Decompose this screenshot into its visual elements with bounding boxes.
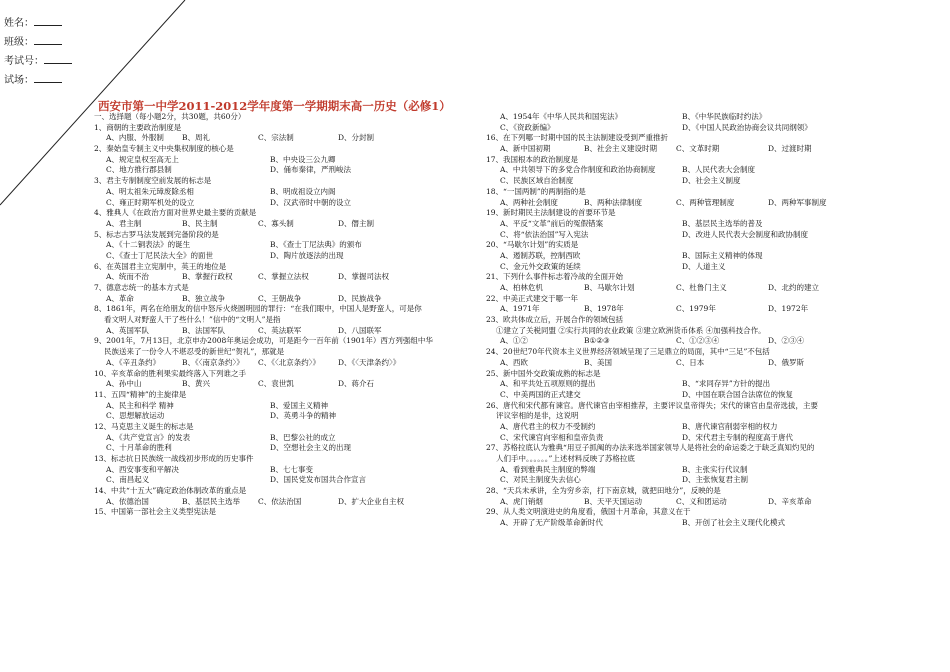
option-text: C、文革时期: [676, 144, 720, 154]
option-text: B、明成祖设立内阁: [270, 186, 336, 196]
option-line: [94, 251, 479, 262]
option-text: B、巴黎公社的成立: [270, 432, 336, 442]
option-text: D、中国在联合国合法席位的恢复: [682, 389, 794, 399]
line-text: 评议宰相的是非，这说明: [496, 411, 579, 421]
line-text: 7、德意志统一的基本方式是: [94, 283, 189, 292]
option-text: D、国民党发布国共合作宣言: [270, 475, 367, 485]
option-line: [486, 165, 926, 176]
question-line: [486, 401, 926, 412]
option-text: A、遏制苏联，控制西欧: [500, 250, 581, 260]
line-text: 5、标志古罗马法发展到完备阶段的是: [94, 229, 219, 239]
option-text: B、1978年: [584, 304, 624, 314]
option-text: B、两种法律制度: [584, 197, 643, 207]
option-line: [486, 326, 926, 337]
info-field-label: 姓名：: [4, 18, 34, 29]
option-text: D、俄罗斯: [768, 357, 805, 367]
line-text: 4、雅典人《在政治方面对世界史最主要的贡献是: [94, 208, 257, 218]
option-text: B、社会主义建设时期: [584, 144, 658, 154]
option-text: B、天平天国运动: [584, 496, 643, 506]
option-line: [486, 497, 926, 508]
option-line: [486, 176, 926, 187]
option-text: A、柏林危机: [500, 283, 543, 292]
option-text: A、中共领导下的多党合作制度和政治协商制度: [500, 165, 656, 175]
option-text: D、分封制: [338, 133, 375, 143]
line-text: 15、中国第一部社会主义类型宪法是: [94, 507, 217, 517]
option-text: D、过渡时期: [768, 144, 812, 154]
option-line: [94, 358, 479, 369]
option-line: [94, 155, 479, 166]
line-text: 13、标志抗日民族统一战线初步形成的历史事件: [94, 454, 254, 463]
option-line: [94, 198, 479, 209]
question-line: [94, 507, 479, 518]
option-text: D、陶片放逐法的出现: [270, 250, 344, 260]
line-text: 24、20世纪70年代资本主义世界经济领域呈现了三足鼎立的局面，其中“三足”不包括: [486, 347, 770, 357]
option-text: A、唐代君主的权力不受制约: [500, 421, 596, 431]
option-text: D、蒋介石: [338, 379, 375, 389]
option-text: C、依法治国: [258, 496, 302, 506]
option-line: [94, 294, 479, 305]
option-line: [486, 144, 926, 155]
option-text: B、《查士丁尼法典》的颁布: [270, 240, 362, 250]
option-text: A、民主和科学 精神: [106, 400, 174, 410]
info-field[interactable]: [4, 16, 62, 30]
line-text: 9、2001年，7月13日，北京申办2008年奥运会成功，可是距今一百年前（1901年）西方列强组中华: [94, 336, 433, 346]
option-text: A、和平共处五项原则的提出: [500, 379, 596, 389]
option-line: [94, 133, 479, 144]
option-text: D、俑布秦律，严刑峻法: [270, 165, 352, 175]
option-text: B、独立战争: [182, 293, 226, 303]
option-text: A、①②: [500, 336, 528, 346]
option-text: A、明太祖朱元璋废除丞相: [106, 186, 194, 196]
option-text: D、《中国人民政治协商会议共同纲领》: [682, 122, 812, 132]
option-text: B、美国: [584, 357, 613, 367]
option-text: C、寡头制: [258, 218, 294, 228]
line-text: 28、“天兵未承讲，全为穷乡亲，打下南京城，就把田地分”，反映的是: [486, 486, 721, 496]
option-line: [94, 165, 479, 176]
question-line: [486, 272, 926, 283]
option-text: D、民族战争: [338, 293, 382, 303]
question-line: [94, 230, 479, 241]
option-text: D、八国联军: [338, 325, 382, 335]
option-text: A、《十二铜表法》的诞生: [106, 240, 191, 250]
option-text: B、爱国主义精神: [270, 400, 329, 410]
question-line: [94, 369, 479, 380]
option-text: D、北约的建立: [768, 283, 820, 292]
question-line: [94, 283, 479, 294]
option-line: [486, 465, 926, 476]
option-text: C、王朝战争: [258, 293, 302, 303]
answer-blank[interactable]: [34, 16, 62, 26]
option-text: C、中美两国的正式建交: [500, 389, 581, 399]
option-text: C、①②③④: [676, 336, 720, 346]
option-line: [486, 283, 926, 294]
option-text: D、社会主义制度: [682, 176, 741, 186]
line-text: 27、苏格拉底认为雅典“用豆子抓阄的办法来选举国家领导人是将社会的命运委之于缺乏真知灼见的: [486, 443, 815, 453]
info-field[interactable]: [4, 54, 72, 68]
option-text: B、马歇尔计划: [584, 283, 635, 292]
option-text: C、金元外交政策的延续: [500, 261, 581, 271]
option-text: D、1972年: [768, 304, 809, 314]
option-text: B、人民代表大会制度: [682, 165, 756, 175]
answer-blank[interactable]: [34, 73, 62, 83]
answer-blank[interactable]: [34, 35, 62, 45]
option-text: D、②③④: [768, 336, 805, 346]
option-text: D、改进人民代表大会制度和政协制度: [682, 229, 809, 239]
option-text: D、宋代君主专制的程度高于唐代: [682, 432, 794, 442]
option-line: [486, 304, 926, 315]
option-line: [486, 422, 926, 433]
option-line: [486, 336, 926, 347]
question-line: [486, 347, 926, 358]
line-text: 21、下列什么事件标志着冷战的全面开始: [486, 272, 624, 282]
option-text: C、《查士丁尼民法大全》的面世: [106, 250, 213, 260]
option-line: [486, 358, 926, 369]
option-line: [486, 262, 926, 273]
option-line: [486, 112, 926, 123]
option-line: [486, 379, 926, 390]
page-title: 西安市第一中学2011-2012学年度第一学期期末高一历史（必修1）: [98, 99, 451, 113]
option-text: A、《辛丑条约》: [106, 357, 161, 367]
question-line: [486, 507, 926, 518]
option-text: B、周礼: [182, 133, 211, 143]
option-line: [486, 219, 926, 230]
option-text: A、孙中山: [106, 379, 142, 389]
option-text: C、义和团运动: [676, 496, 727, 506]
question-column-left: [94, 112, 479, 518]
line-text: 1、商朝的主要政治制度是: [94, 122, 182, 132]
option-line: [94, 219, 479, 230]
option-line: [94, 443, 479, 454]
option-text: A、革命: [106, 293, 134, 303]
option-line: [94, 187, 479, 198]
question-line: [486, 155, 926, 166]
option-text: B、民主制: [182, 218, 218, 228]
question-line: [94, 176, 479, 187]
option-text: B、基层民主选举的普及: [682, 218, 763, 228]
option-text: B、《中华民族临时约法》: [682, 112, 767, 121]
option-text: A、君主制: [106, 218, 142, 228]
option-line: [486, 518, 926, 529]
question-line: [486, 187, 926, 198]
option-text: B①②③: [584, 336, 610, 346]
line-text: 12、马克思主义诞生的标志是: [94, 421, 194, 431]
option-text: D、两种军事制度: [768, 197, 827, 207]
line-text: 16、在下列哪一时期中国的民主法制建设受到严重推折: [486, 133, 669, 143]
question-line: [486, 443, 926, 454]
option-text: A、新中国初期: [500, 144, 551, 154]
line-text: 民族送来了一份令人不堪忍受的新世纪“贺礼”，那就是: [104, 347, 285, 357]
info-field-label: 试场：: [4, 75, 34, 86]
answer-blank[interactable]: [44, 54, 72, 64]
option-line: [94, 475, 479, 486]
info-field[interactable]: [4, 35, 62, 49]
line-text: 26、唐代和宋代都有谏官。唐代谏官由宰相推荐，主要评议皇帝得失；宋代的谏官由皇帝选拔，主要: [486, 400, 819, 410]
option-text: C、掌握立法权: [258, 272, 309, 282]
question-line: [94, 390, 479, 401]
option-text: C、袁世凯: [258, 379, 294, 389]
option-text: C、1979年: [676, 304, 716, 314]
option-text: C、思想解放运动: [106, 411, 165, 421]
option-text: A、《共产党宣言》的发表: [106, 432, 191, 442]
option-text: A、开辟了无产阶级革命新时代: [500, 518, 603, 528]
option-text: D、《〈天津条约〉》: [338, 357, 401, 367]
option-line: [94, 315, 479, 326]
option-text: B、开创了社会主义现代化模式: [682, 518, 786, 528]
option-line: [486, 433, 926, 444]
question-line: [94, 454, 479, 465]
option-text: A、英国军队: [106, 325, 149, 335]
option-line: [486, 411, 926, 422]
line-text: 20、“马歇尔计划”的实质是: [486, 240, 579, 250]
option-line: [486, 123, 926, 134]
option-text: C、《资政新编》: [500, 122, 555, 132]
option-text: A、虎门销烟: [500, 496, 543, 506]
option-text: B、黄兴: [182, 379, 211, 389]
line-text: 2、秦始皇专制主义中央集权制度的核心是: [94, 144, 234, 154]
line-text: 17、我国根本的政治制度是: [486, 154, 579, 164]
question-line: [94, 262, 479, 273]
option-text: D、掌握司法权: [338, 272, 390, 282]
option-text: C、将“依法治国”写入宪法: [500, 229, 589, 239]
question-line: [94, 123, 479, 134]
option-line: [486, 475, 926, 486]
line-text: 23、欧共体成立后，开展合作的领域包括: [486, 315, 624, 325]
option-text: A、西安事变和平解决: [106, 464, 179, 474]
line-text: 10、辛亥革命的胜利果实最终落入下列谁之手: [94, 368, 247, 378]
option-line: [94, 497, 479, 508]
option-text: B、中央设三公九卿: [270, 154, 336, 164]
option-text: C、两种管理制度: [676, 197, 735, 207]
option-text: A、统而不治: [106, 272, 149, 282]
line-text: 22、中美正式建交于哪一年: [486, 293, 579, 303]
option-text: A、1954年《中华人民共和国宪法》: [500, 112, 623, 121]
option-text: C、日本: [676, 357, 705, 367]
line-text: 18、“一国两制”的两制指的是: [486, 186, 586, 196]
option-text: C、宗法制: [258, 133, 294, 143]
option-text: B、《〈南京条约〉》: [182, 357, 244, 367]
option-line: [94, 240, 479, 251]
question-line: [486, 240, 926, 251]
option-text: D、空想社会主义的出现: [270, 443, 352, 453]
option-text: D、英勇斗争的精神: [270, 411, 337, 421]
option-text: D、扩大企业自主权: [338, 496, 405, 506]
option-text: D、汉武帝时中朝的设立: [270, 197, 352, 207]
option-text: A、规定皇权至高无上: [106, 154, 179, 164]
option-text: C、地方推行郡县制: [106, 165, 172, 175]
question-line: [486, 294, 926, 305]
option-text: B、法国军队: [182, 325, 226, 335]
option-text: C、雍正时期军机处的设立: [106, 197, 195, 207]
option-text: A、看到雅典民主制度的弊端: [500, 464, 596, 474]
question-line: [486, 369, 926, 380]
question-line: [94, 336, 479, 347]
info-field[interactable]: [4, 73, 62, 87]
question-column-right: [486, 112, 926, 529]
option-text: B、“求同存异”方针的提出: [682, 379, 771, 389]
option-text: B、掌握行政权: [182, 272, 233, 282]
option-text: A、内服、外服制: [106, 133, 164, 143]
option-line: [94, 401, 479, 412]
question-line: [94, 486, 479, 497]
question-line: [486, 133, 926, 144]
option-text: C、十月革命的胜利: [106, 443, 172, 453]
option-text: D、主张恢复君主制: [682, 475, 749, 485]
line-text: 3、君主专制制度空前发展的标志是: [94, 176, 212, 186]
line-text: 8、1861年，两名在给朋友的信中怒斥火烧圆明园的罪行：“在我们眼中，中国人是野蛮人，可是你: [94, 304, 422, 314]
option-text: A、依德治国: [106, 496, 149, 506]
option-text: B、唐代谏官削弱宰相的权力: [682, 421, 778, 431]
option-line: [486, 454, 926, 465]
option-text: C、对民主制度失去信心: [500, 475, 581, 485]
question-line: [486, 208, 926, 219]
line-text: 人们手中。。。。。。”上述材料反映了苏格拉底: [496, 454, 635, 463]
line-text: 14、中共“十五大”确定政治体制改革的重点是: [94, 486, 247, 496]
question-line: [94, 112, 479, 123]
info-field-label: 考试号：: [4, 56, 44, 67]
option-line: [486, 230, 926, 241]
line-text: 一、选择题（每小题2分，共30题，共60分）: [94, 112, 246, 121]
info-field-label: 班级：: [4, 37, 34, 48]
question-line: [486, 315, 926, 326]
question-line: [94, 144, 479, 155]
option-text: C、杜鲁门主义: [676, 283, 727, 292]
line-text: 看文明人对野蛮人干了些什么！”信中的“文明人”是指: [104, 315, 281, 325]
line-text: ①建立了关税同盟 ②实行共同的农业政策 ③建立欧洲货币体系 ④加强科技合作。: [496, 325, 766, 335]
option-line: [486, 390, 926, 401]
option-line: [94, 347, 479, 358]
option-text: C、南昌起义: [106, 475, 150, 485]
option-line: [94, 379, 479, 390]
option-line: [486, 251, 926, 262]
option-line: [94, 433, 479, 444]
option-line: [486, 198, 926, 209]
option-text: C、民族区域自治制度: [500, 176, 574, 186]
option-line: [94, 465, 479, 476]
line-text: 11、五四“精神”的主旋律是: [94, 389, 187, 399]
option-line: [94, 326, 479, 337]
option-text: B、国际主义精神的体现: [682, 250, 763, 260]
option-text: D、人道主义: [682, 261, 726, 271]
option-line: [94, 272, 479, 283]
line-text: 19、新时期民主法制建设的首要环节是: [486, 208, 616, 218]
option-text: C、英法联军: [258, 325, 302, 335]
option-text: B、基层民主选举: [182, 496, 241, 506]
option-text: A、1971年: [500, 304, 540, 314]
option-text: B、七七事变: [270, 464, 314, 474]
question-line: [94, 304, 479, 315]
option-text: D、辛亥革命: [768, 496, 812, 506]
option-line: [94, 411, 479, 422]
question-line: [94, 208, 479, 219]
option-text: A、西欧: [500, 357, 528, 367]
line-text: 6、在英国君主立宪制中，英王的地位是: [94, 261, 227, 271]
option-text: C、《〈北京条约〉》: [258, 357, 320, 367]
question-line: [486, 486, 926, 497]
option-text: C、宋代谏官向宰相和皇帝负责: [500, 432, 604, 442]
option-text: B、主张实行代议制: [682, 464, 748, 474]
line-text: 29、从人类文明演进史的角度看，俄国十月革命，其意义在于: [486, 507, 691, 517]
line-text: 25、新中国外交政策成熟的标志是: [486, 368, 601, 378]
option-text: A、平反“文革”前后的冤假错案: [500, 218, 604, 228]
option-text: D、僭主制: [338, 218, 375, 228]
question-line: [94, 422, 479, 433]
option-text: A、两种社会制度: [500, 197, 558, 207]
